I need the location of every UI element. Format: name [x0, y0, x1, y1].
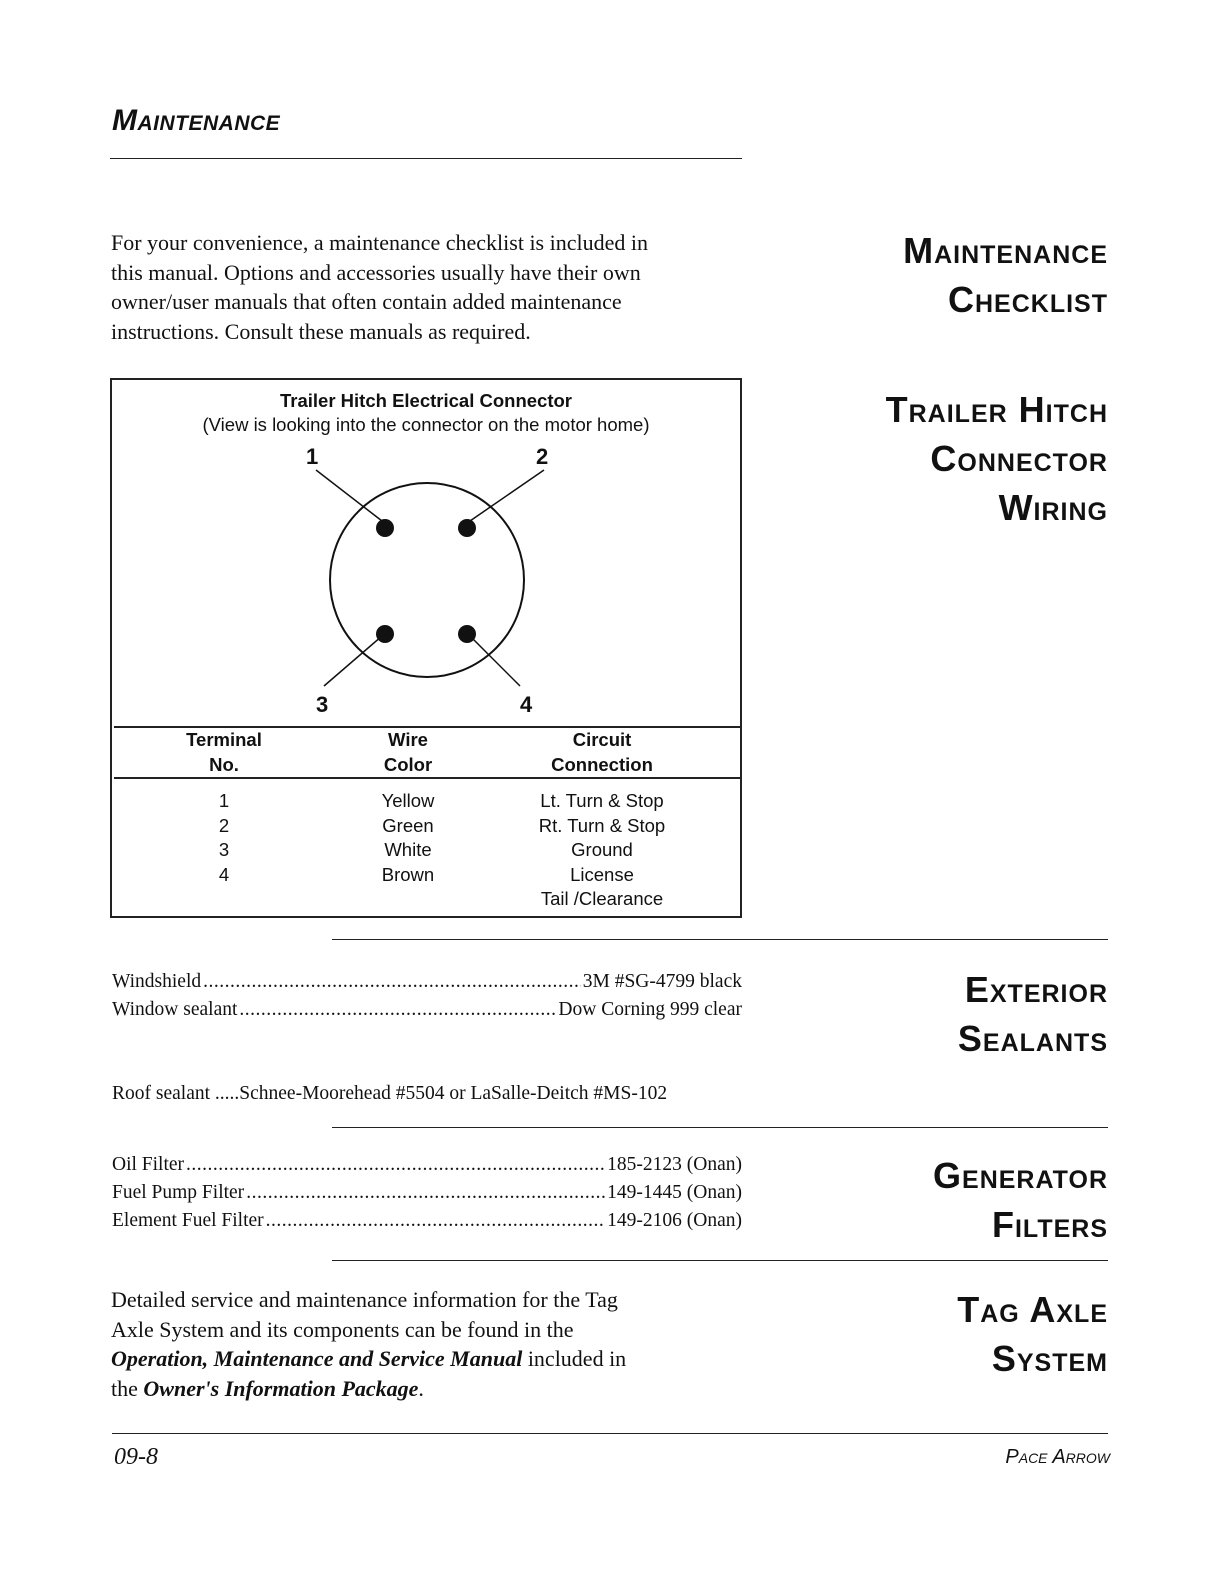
- circuit-column: [512, 728, 692, 777]
- pin-dot-2: [458, 519, 476, 537]
- connector-diagram-box: [110, 378, 742, 918]
- section-divider: [332, 1127, 1108, 1128]
- leader-dots: [246, 1179, 605, 1207]
- table-cell: White: [384, 839, 432, 860]
- sealant-label: Windshield: [112, 971, 202, 992]
- connector-outline: [330, 483, 524, 677]
- footer-brand: Pace Arrow: [1005, 1446, 1110, 1468]
- table-cell: Brown: [381, 863, 435, 885]
- tag-axle-line: [111, 1374, 751, 1404]
- table-cell: Green: [382, 814, 434, 836]
- connector-diagram: [112, 380, 740, 720]
- section-title-generator-filters: [933, 1151, 1108, 1249]
- roof-sealant-line: Roof sealant .....Schnee-Moorehead #5504 or LaSalle-Deitch #MS-102: [112, 1083, 668, 1104]
- filter-row: [112, 1179, 742, 1207]
- section-title-line: Trailer Hitch: [885, 389, 1108, 430]
- section-title-line: Maintenance: [903, 230, 1108, 271]
- table-cell: 3: [218, 839, 230, 860]
- table-cell: Lt. Turn & Stop: [540, 790, 664, 811]
- sealant-row: [112, 996, 742, 1024]
- sealant-value: Dow Corning 999 clear: [558, 999, 742, 1020]
- tag-axle-text: the: [111, 1375, 144, 1401]
- table-cell: Tail /Clearance: [540, 888, 664, 909]
- section-divider: [332, 1260, 1108, 1261]
- terminal-column: [164, 728, 284, 777]
- section-title-line: Checklist: [948, 279, 1108, 320]
- section-title-line: Tag Axle: [957, 1289, 1108, 1330]
- package-title: Owner's Information Package: [143, 1375, 419, 1401]
- filter-row: [112, 1151, 742, 1179]
- connector-subtitle: (View is looking into the connector on the motor home): [202, 414, 650, 435]
- pin-label-3: 3: [316, 692, 329, 717]
- pin-dot-4: [458, 625, 476, 643]
- section-title-tag-axle: [957, 1285, 1108, 1383]
- table-cell: 4: [218, 863, 230, 885]
- circuit-values: [512, 789, 692, 912]
- filter-label: Oil Filter: [112, 1154, 185, 1175]
- tag-axle-line: [111, 1344, 751, 1374]
- header-divider: [110, 158, 742, 159]
- wire-values: [348, 789, 468, 887]
- wire-header: Color: [383, 753, 433, 775]
- filter-label: Fuel Pump Filter: [112, 1182, 245, 1203]
- pin-dot-3: [376, 625, 394, 643]
- manual-title: Operation, Maintenance and Service Manual: [111, 1346, 523, 1371]
- pin-dot-1: [376, 519, 394, 537]
- tag-axle-line: Detailed service and maintenance information for the Tag: [111, 1287, 618, 1312]
- intro-line: instructions. Consult these manuals as required.: [111, 318, 531, 344]
- page-header-title: Maintenance: [112, 104, 281, 137]
- tag-axle-line: Axle System and its components can be found in the: [111, 1316, 574, 1342]
- table-cell: Yellow: [381, 790, 435, 811]
- leader-dots: [266, 1207, 606, 1235]
- filter-label: Element Fuel Filter: [112, 1210, 264, 1231]
- sealant-value: 3M #SG-4799 black: [582, 971, 742, 992]
- intro-line: this manual. Options and accessories usually have their own: [111, 259, 641, 285]
- pin-label-1: 1: [306, 444, 319, 469]
- section-title-line: Connector: [930, 438, 1108, 479]
- tag-axle-text: .: [418, 1375, 424, 1401]
- section-title-exterior-sealants: [958, 965, 1108, 1063]
- section-divider: [332, 939, 1108, 940]
- pin-leader-1: [316, 470, 382, 521]
- connector-title: Trailer Hitch Electrical Connector: [280, 390, 572, 411]
- filter-value: 149-1445 (Onan): [607, 1182, 742, 1203]
- pin-label-4: 4: [520, 692, 533, 717]
- table-cell: 1: [218, 790, 230, 811]
- section-title-line: System: [991, 1338, 1108, 1379]
- pin-leader-2: [470, 470, 544, 521]
- footer-divider: [112, 1433, 1108, 1434]
- intro-line: owner/user manuals that often contain added maintenance: [111, 289, 622, 314]
- section-title-line: Wiring: [998, 487, 1108, 528]
- leader-dots: [186, 1151, 605, 1179]
- intro-line: For your convenience, a maintenance checklist is included in: [111, 230, 648, 255]
- terminal-header: No.: [209, 753, 239, 775]
- table-cell: Rt. Turn & Stop: [538, 814, 666, 836]
- pin-leader-4: [470, 636, 520, 686]
- leader-dots: [203, 968, 581, 996]
- terminal-values: [164, 789, 284, 887]
- section-title-line: Filters: [991, 1204, 1108, 1245]
- section-title-trailer-hitch: [886, 385, 1108, 532]
- terminal-header: Terminal: [186, 729, 262, 750]
- circuit-header: Circuit: [572, 729, 632, 750]
- sealant-row: [112, 968, 742, 996]
- table-cell: Ground: [571, 839, 633, 860]
- table-header-rule: [114, 777, 740, 779]
- leader-dots: [239, 996, 556, 1024]
- tag-axle-paragraph: [111, 1285, 751, 1403]
- wire-column: [348, 728, 468, 777]
- circuit-header: Connection: [551, 753, 653, 775]
- filter-value: 185-2123 (Onan): [607, 1154, 742, 1175]
- section-title-line: Sealants: [957, 1018, 1108, 1059]
- pin-label-2: 2: [536, 444, 549, 469]
- tag-axle-text: included in: [522, 1346, 627, 1371]
- sealant-label: Window sealant: [112, 999, 238, 1020]
- section-title-line: Generator: [933, 1155, 1108, 1196]
- table-cell: 2: [218, 814, 230, 836]
- filter-value: 149-2106 (Onan): [607, 1210, 742, 1231]
- section-title-maintenance-checklist: [903, 226, 1108, 324]
- section-title-line: Exterior: [964, 969, 1108, 1010]
- wire-header: Wire: [388, 729, 428, 750]
- table-cell: License: [570, 863, 634, 885]
- filter-row: [112, 1207, 742, 1235]
- page-number: 09-8: [114, 1444, 158, 1470]
- intro-paragraph: [111, 228, 751, 346]
